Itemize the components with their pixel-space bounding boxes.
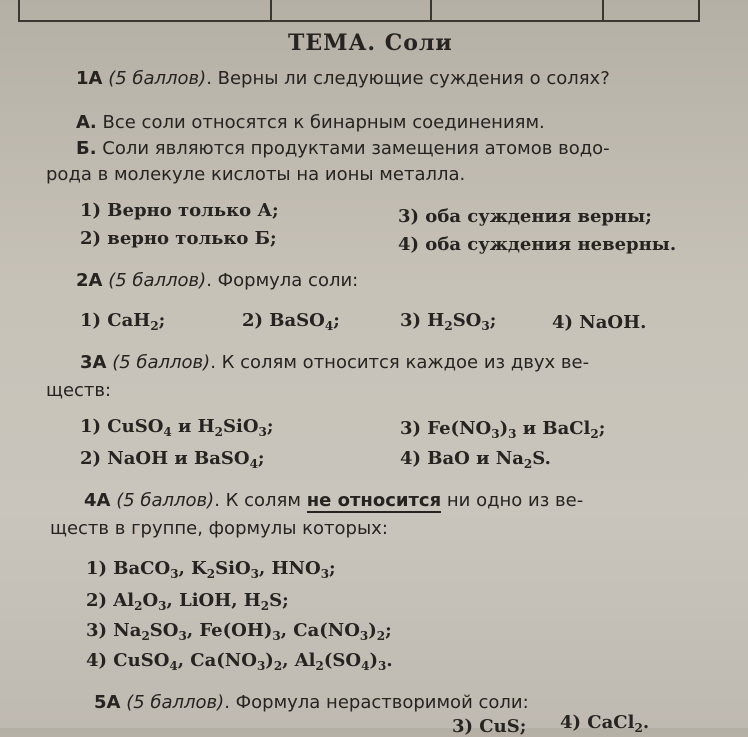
question-text: . Формула нерастворимой соли:	[224, 692, 529, 713]
statement-b	[76, 138, 610, 159]
answer-option-2: 2) верно только Б;	[80, 228, 277, 249]
answer-option-4: 4) NaOH.	[552, 312, 647, 333]
question-points: (5 баллов)	[108, 270, 207, 291]
question-text: . Верны ли следующие суждения о солях?	[206, 68, 610, 89]
table-cell-divider	[602, 0, 604, 20]
question-text: . К солям	[214, 490, 307, 511]
question-number: 2А	[76, 270, 103, 291]
table-cell-divider	[270, 0, 272, 20]
answer-option-3: 3) $Fe(NO_3)_3$ и BaCl$_2$;	[400, 418, 606, 441]
answer-option-4: 4) CuSO$_4$, $Ca(NO_3)_2$, $Al_2(SO_4)_3$.	[86, 650, 393, 673]
question-number: 1А	[76, 68, 103, 89]
question-4-continued: ществ в группе, формулы которых:	[50, 518, 388, 539]
question-3	[80, 352, 589, 373]
question-3-continued: ществ:	[46, 380, 112, 401]
answer-option-4: 4) BaO и $Na_2S$.	[400, 448, 551, 471]
answer-option-1: 1) CuSO$_4$ и $H_2SiO_3$;	[80, 416, 274, 439]
question-5	[94, 692, 529, 713]
answer-option-2: 2) $Al_2O_3$, LiOH, $H_2S$;	[86, 590, 289, 613]
answer-option-1: 1) CaH$_2$;	[80, 310, 166, 333]
emphasized-text: не относится	[306, 490, 442, 511]
table-cell-divider	[430, 0, 432, 20]
statement-label: А.	[76, 112, 97, 133]
answer-option-2: 2) BaSO$_4$;	[242, 310, 340, 333]
answer-option-1: 1) BaCO$_3$, $K_2SiO_3$, $HNO_3$;	[86, 558, 336, 581]
question-4	[84, 490, 583, 511]
answer-option-4: 4) оба суждения неверны.	[398, 234, 677, 255]
question-text: . Формула соли:	[206, 270, 359, 291]
answer-option-1: 1) Верно только А;	[80, 200, 279, 221]
statement-label: Б.	[76, 138, 97, 159]
question-1	[76, 68, 610, 89]
answer-option-3: 3) $H_2SO_3$;	[400, 310, 497, 333]
question-text: . К солям относится каждое из двух ве-	[210, 352, 590, 373]
answer-table	[18, 0, 700, 22]
question-number: 3А	[80, 352, 107, 373]
question-points: (5 баллов)	[126, 692, 225, 713]
question-points: (5 баллов)	[108, 68, 207, 89]
statement-b-continued: рода в молекуле кислоты на ионы металла.	[46, 164, 466, 185]
question-text: ни одно из ве-	[441, 490, 584, 511]
answer-option-4: 4) CaCl$_2$.	[560, 712, 650, 735]
answer-option-2: 2) NaOH и BaSO$_4$;	[80, 448, 265, 471]
statement-text: Соли являются продуктами замещения атомов водо-	[96, 138, 610, 159]
answer-option-3: 3) оба суждения верны;	[398, 206, 652, 227]
question-points: (5 баллов)	[112, 352, 211, 373]
answer-option-3: 3) CuS;	[452, 716, 527, 737]
question-number: 4А	[84, 490, 111, 511]
page-title: ТЕМА. Соли	[288, 30, 453, 56]
question-points: (5 баллов)	[116, 490, 215, 511]
statement-a	[76, 112, 545, 133]
question-number: 5А	[94, 692, 121, 713]
statement-text: Все соли относятся к бинарным соединениям.	[96, 112, 545, 133]
answer-option-3: 3) $Na_2SO_3$, $Fe(OH)_3$, $Ca(NO_3)_2$;	[86, 620, 392, 643]
question-2	[76, 270, 358, 291]
